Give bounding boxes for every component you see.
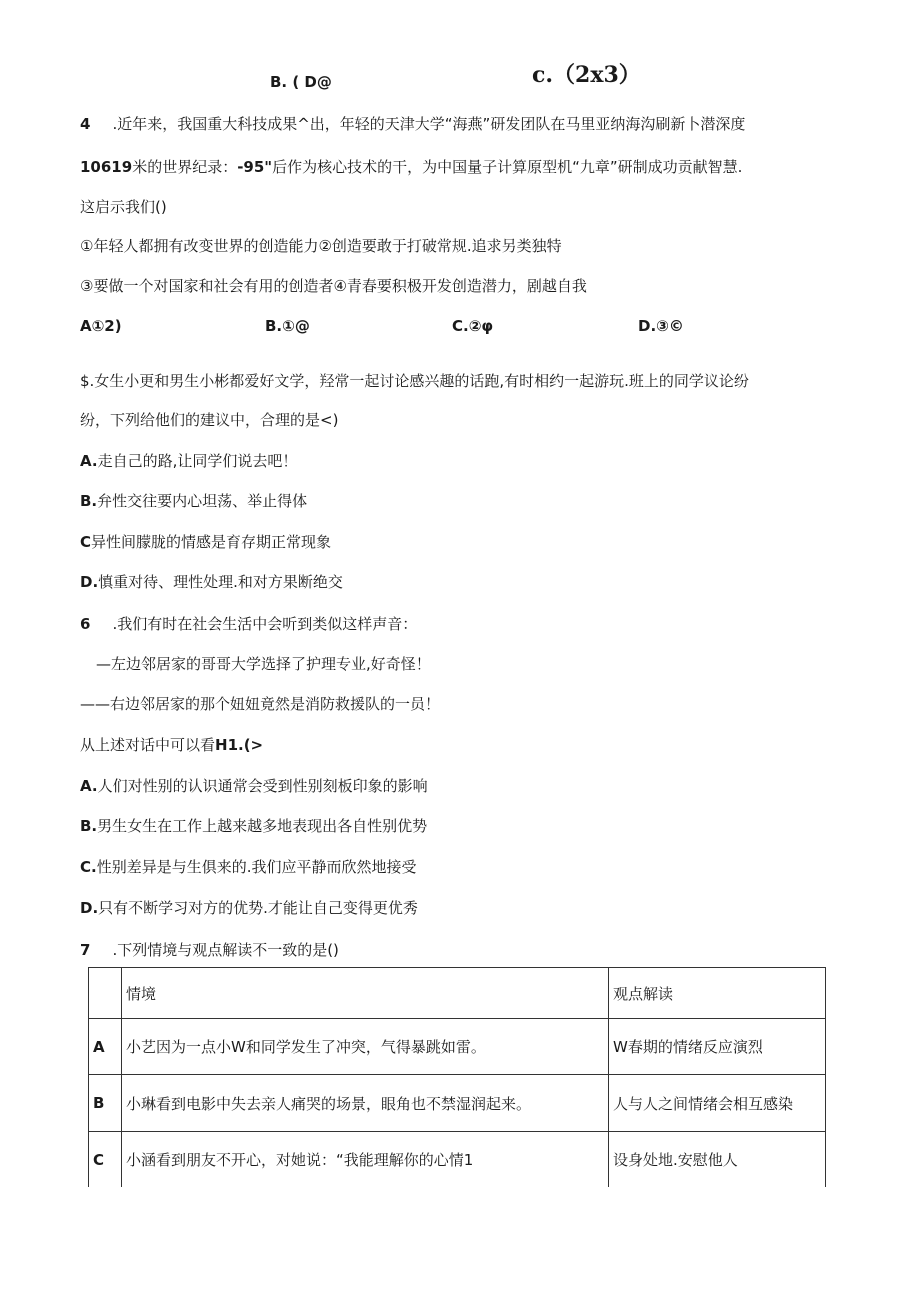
option-text: 男生女生在工作上越来越多地表现出各自性别优势 — [97, 817, 428, 835]
option-c-prev: c.（2x3） — [532, 62, 641, 88]
question-4-option-a[interactable]: A①2) — [80, 317, 122, 335]
row-view: 设身处地.安慰他人 — [609, 1132, 826, 1188]
question-5-option-c[interactable] — [80, 532, 331, 552]
question-4-statements-2: ③要做一个对国家和社会有用的创造者④青春要积极开发创造潜力，剧越自我 — [80, 277, 587, 295]
table-row — [89, 1075, 826, 1132]
question-7-line-1 — [80, 940, 339, 960]
question-6-option-b[interactable] — [80, 816, 427, 836]
table-row — [89, 1132, 826, 1188]
question-4-prompt: 这启示我们() — [80, 198, 167, 216]
question-4-text-1: .近年来，我国重大科技成果^出，年轻的天津大学“海燕”研发团队在马里亚纳海沟刷新卜潜深度 — [112, 115, 746, 133]
question-4-line-1 — [80, 114, 745, 134]
table-row — [89, 1019, 826, 1075]
question-5-option-b[interactable] — [80, 491, 307, 511]
option-text: 异性间朦胧的情感是育存期正常现象 — [91, 533, 332, 551]
option-key: D. — [80, 573, 99, 591]
generation-label: -95" — [237, 158, 273, 176]
option-text: 弁性交往要内心坦荡、举止得体 — [97, 492, 308, 510]
option-text: 走自己的路,让同学们说去吧！ — [97, 452, 298, 470]
option-key: B. — [80, 492, 98, 510]
row-view: W春期的情绪反应演烈 — [609, 1019, 826, 1075]
question-4-statements-1: ①年轻人都拥有改变世界的创造能力②创造要敢于打破常规.追求另类独特 — [80, 237, 562, 255]
table-header-key — [89, 968, 122, 1019]
question-6-quote-2: ——右边邻居家的那个妞妞竟然是消防救援队的一员！ — [80, 695, 441, 713]
question-6-quote-1: —左边邻居家的哥哥大学选择了护理专业,好奇怪！ — [96, 655, 431, 673]
record-depth: 10619 — [80, 158, 133, 176]
option-key: C — [80, 533, 92, 551]
option-key: A. — [80, 452, 98, 470]
question-4-line-2 — [80, 157, 742, 177]
question-6-option-a[interactable] — [80, 776, 428, 796]
prompt-text: 从上述对话中可以看 — [80, 736, 216, 754]
question-5-line-1: $.女生小更和男生小彬都爱好文学，羟常一起讨论感兴趣的话跑,有时相约一起游玩.班上的同学议论纷 — [80, 372, 749, 390]
question-4-option-d[interactable]: D.③© — [638, 317, 684, 335]
option-text: 慎重对待、理性处理.和对方果断绝交 — [98, 573, 343, 591]
question-4-number: 4 — [80, 115, 91, 133]
table-header-row — [89, 968, 826, 1019]
question-4-text-2b: 后作为核心技术的干，为中国量子计算原型机“九章”研制成功贡献智慧. — [272, 158, 743, 176]
option-key: C. — [80, 858, 97, 876]
question-4-text-2a: 米的世界纪录： — [132, 158, 238, 176]
question-7-text: .下列情境与观点解读不一致的是() — [112, 941, 339, 959]
row-key: B — [89, 1075, 122, 1132]
option-key: D. — [80, 899, 99, 917]
question-4-option-c[interactable]: C.②φ — [452, 317, 494, 335]
row-view: 人与人之间情绪会相互感染 — [609, 1075, 826, 1132]
option-key: A. — [80, 777, 98, 795]
row-situation: 小琳看到电影中失去亲人痛哭的场景，眼角也不禁湿润起来。 — [122, 1075, 609, 1132]
table-header-situation: 情境 — [122, 968, 609, 1019]
question-5-option-d[interactable] — [80, 572, 343, 592]
prompt-suffix: H1.(> — [215, 736, 264, 754]
option-text: 性别差异是与生俱来的.我们应平静而欣然地接受 — [96, 858, 417, 876]
question-4-option-b[interactable]: B.①@ — [265, 317, 310, 335]
row-situation: 小涵看到朋友不开心，对她说：“我能理解你的心情1 — [122, 1132, 609, 1188]
question-6-option-d[interactable] — [80, 898, 418, 918]
option-text: 只有不断学习对方的优势.才能让自己变得更优秀 — [98, 899, 418, 917]
question-6-prompt — [80, 735, 263, 755]
question-7-number: 7 — [80, 941, 91, 959]
question-6-text: .我们有时在社会生活中会听到类似这样声音： — [112, 615, 418, 633]
question-6-line-1 — [80, 614, 417, 634]
option-text: 人们对性别的认识通常会受到性别刻板印象的影响 — [97, 777, 428, 795]
question-5-line-2: 纷，下列给他们的建议中，合理的是<) — [80, 411, 339, 429]
question-5-option-a[interactable] — [80, 451, 297, 471]
row-situation: 小艺因为一点小W和同学发生了冲突，气得暴跳如雷。 — [122, 1019, 609, 1075]
situation-table — [88, 967, 826, 1187]
option-b-prev: B. ( D@ — [270, 73, 332, 91]
question-6-number: 6 — [80, 615, 91, 633]
table-header-view: 观点解读 — [609, 968, 826, 1019]
option-key: B. — [80, 817, 98, 835]
row-key: C — [89, 1132, 122, 1188]
question-6-option-c[interactable] — [80, 857, 417, 877]
row-key: A — [89, 1019, 122, 1075]
